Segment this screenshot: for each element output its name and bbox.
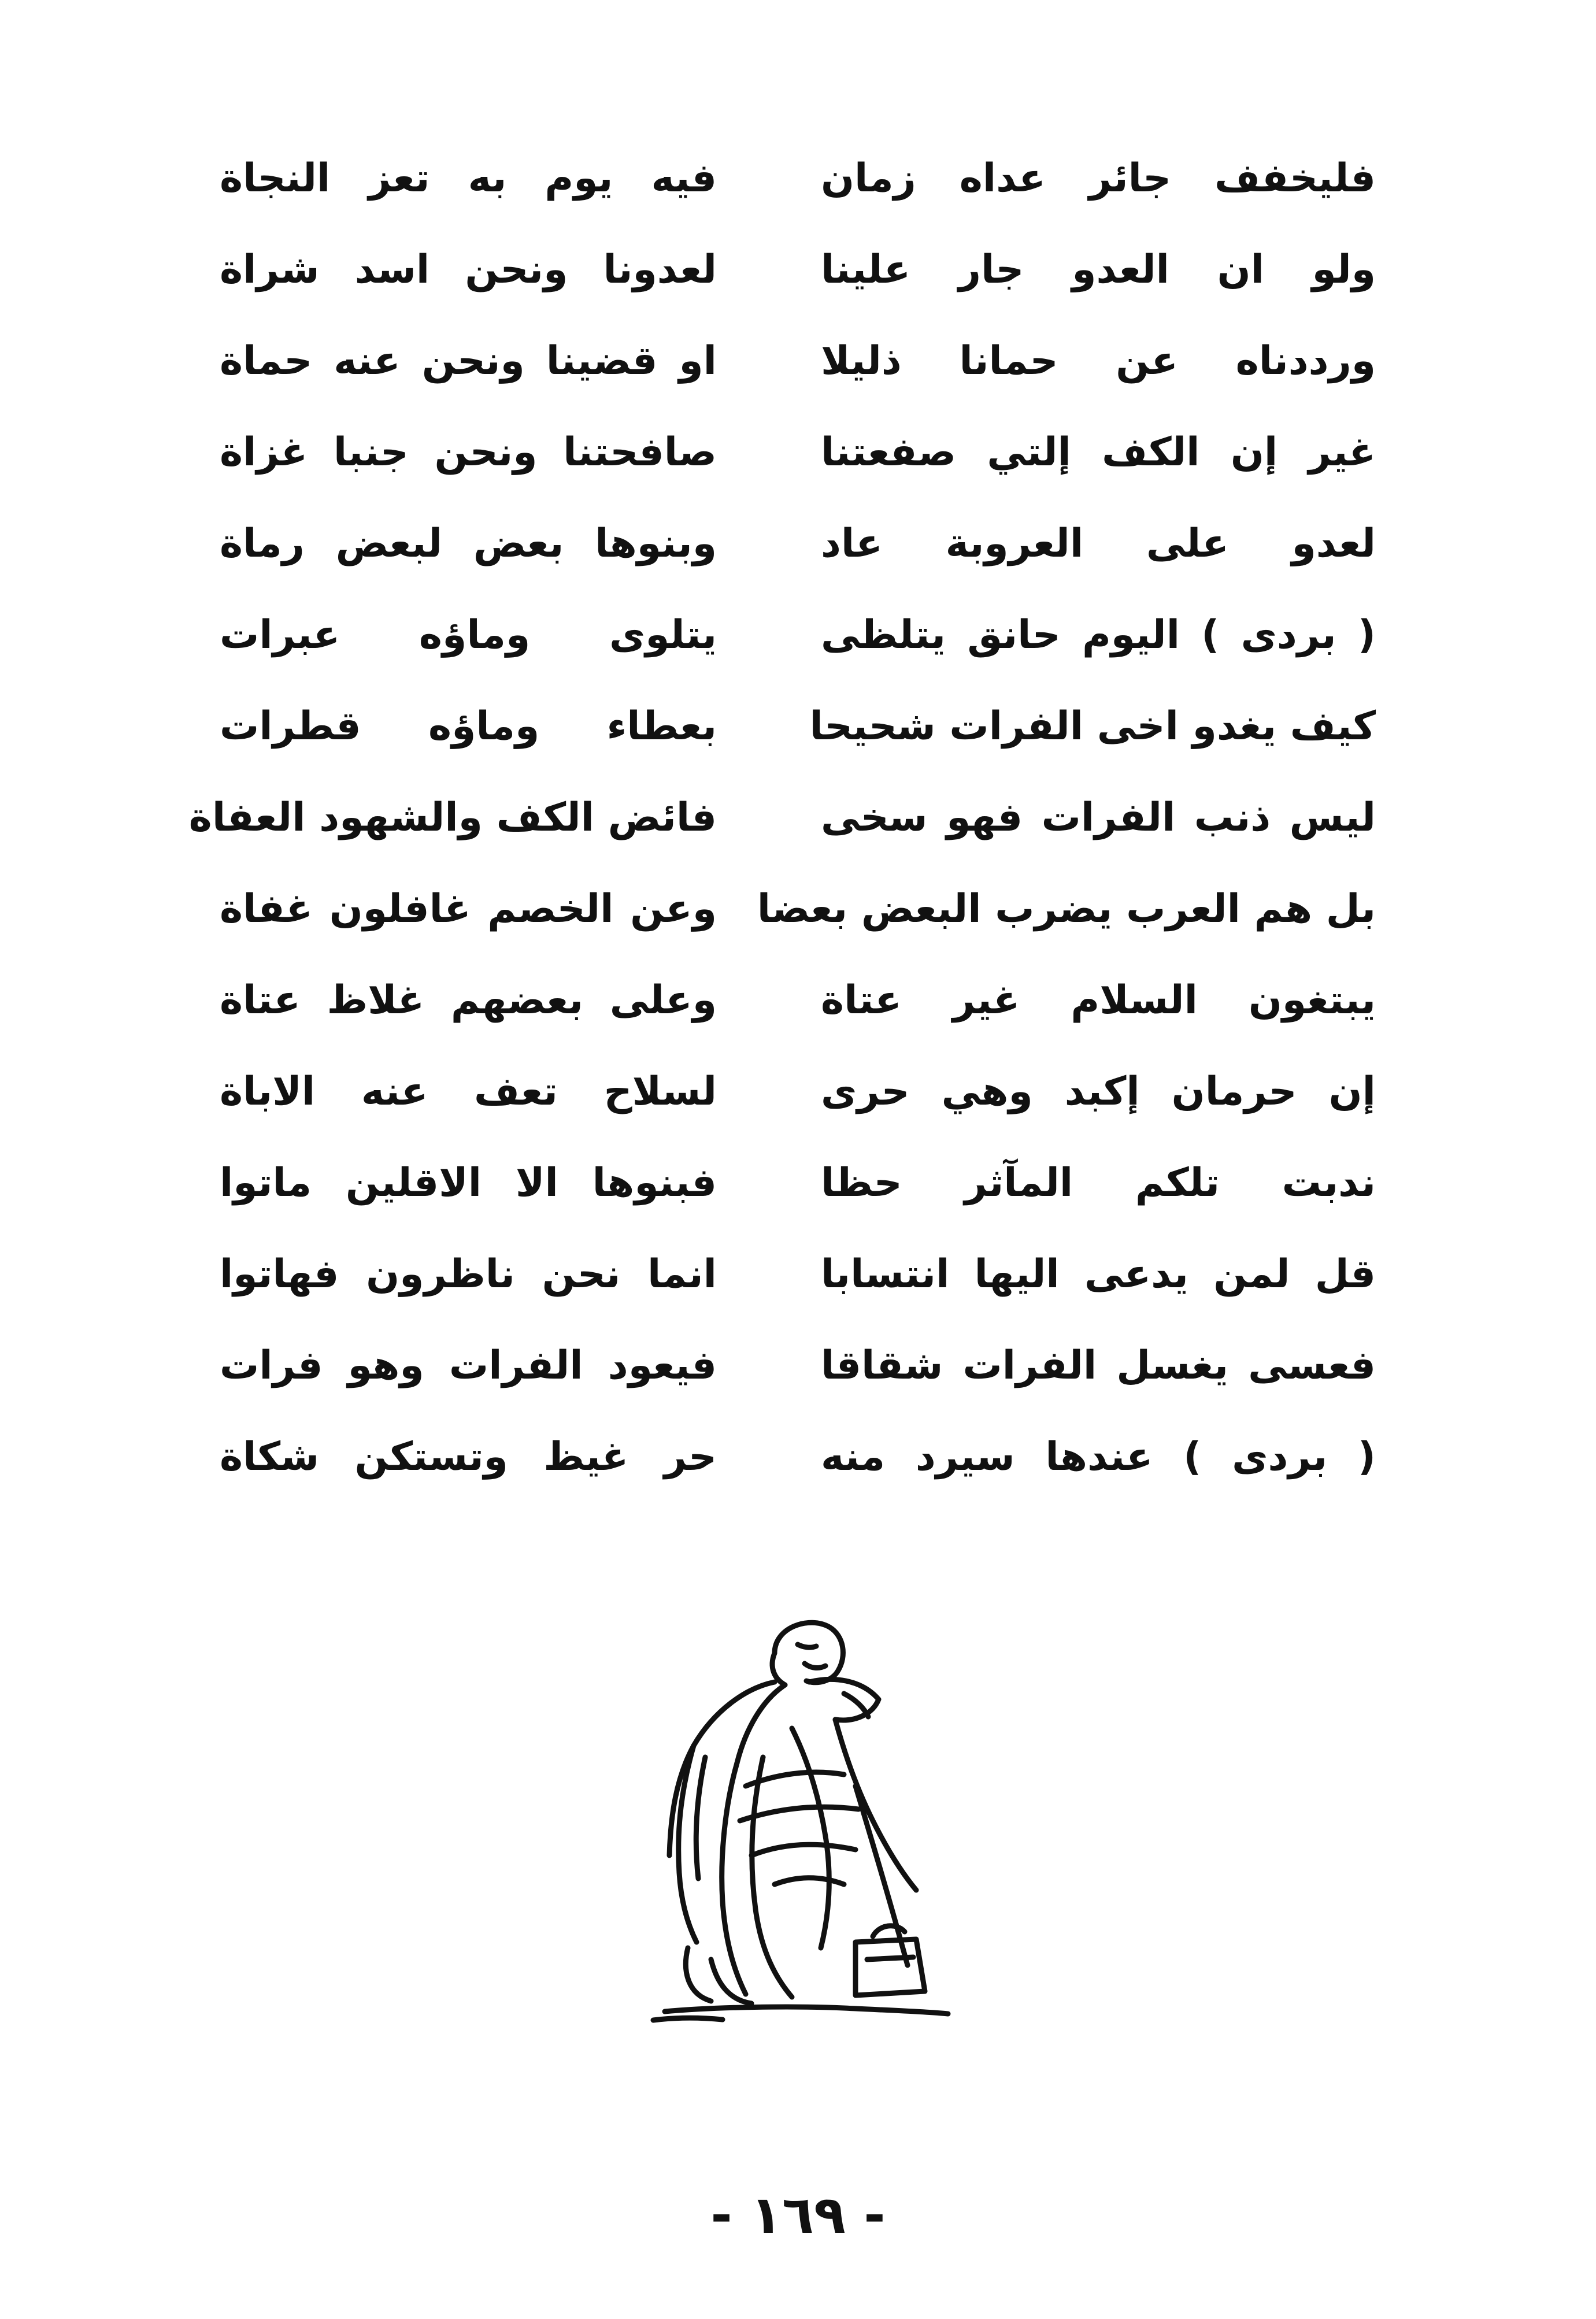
poem-verse xyxy=(220,1412,1376,1503)
verse-first-hemistich: ورددناه عن حمانا ذليلا xyxy=(821,338,1376,384)
verse-second-hemistich: انما نحن ناظرون فهاتوا xyxy=(220,1251,717,1297)
poem-verse xyxy=(220,316,1376,407)
page-number: - ١٦٩ - xyxy=(710,2185,886,2246)
verse-first-hemistich: بل هم العرب يضرب البعض بعضا xyxy=(757,886,1376,932)
poem-verse xyxy=(220,1320,1376,1412)
verse-second-hemistich: حر غيظ وتستكن شكاة xyxy=(220,1434,717,1480)
verse-second-hemistich: وبنوها بعض لبعض رماة xyxy=(220,521,717,566)
verse-first-hemistich: ( بردى ) عندها سيرد منه xyxy=(821,1434,1376,1480)
hunched-figure-sketch-icon xyxy=(601,1613,994,2040)
verse-first-hemistich: ليس ذنب الفرات فهو سخى xyxy=(821,795,1376,840)
poem-verse xyxy=(220,1046,1376,1138)
verse-second-hemistich: لعدونا ونحن اسد شراة xyxy=(220,247,717,292)
poem-verse xyxy=(220,864,1376,955)
poem-verse xyxy=(220,133,1376,224)
verse-first-hemistich: يبتغون السلام غير عتاة xyxy=(821,977,1376,1023)
verse-first-hemistich: إن حرمان إكبد وهي حرى xyxy=(821,1069,1376,1114)
verse-second-hemistich: فبنوها الا الاقلين ماتوا xyxy=(220,1160,717,1206)
poem-verse xyxy=(220,407,1376,498)
poem-body xyxy=(188,133,1376,1503)
poem-verse xyxy=(220,224,1376,316)
verse-second-hemistich: فيه يوم به تعز النجاة xyxy=(220,155,717,201)
verse-second-hemistich: وعلى بعضهم غلاظ عتاة xyxy=(220,977,717,1023)
verse-first-hemistich: لعدو على العروبة عاد xyxy=(821,521,1376,566)
verse-second-hemistich: او قضينا ونحن عنه حماة xyxy=(220,338,717,384)
poem-verse xyxy=(220,1229,1376,1320)
verse-first-hemistich: كيف يغدو اخى الفرات شحيحا xyxy=(809,703,1376,749)
verse-second-hemistich: فيعود الفرات وهو فرات xyxy=(220,1343,717,1388)
verse-first-hemistich: ندبت تلكم المآثر حظا xyxy=(821,1160,1376,1206)
verse-second-hemistich: بعطاء وماؤه قطرات xyxy=(220,703,717,749)
verse-first-hemistich: غير إن الكف إلتي صفعتنا xyxy=(821,429,1376,475)
verse-second-hemistich: لسلاح تعف عنه الاباة xyxy=(220,1069,717,1114)
poem-verse xyxy=(220,498,1376,590)
verse-first-hemistich: قل لمن يدعى اليها انتسابا xyxy=(821,1251,1376,1297)
verse-first-hemistich: ولو ان العدو جار علينا xyxy=(821,247,1376,292)
poem-verse xyxy=(188,772,1376,864)
verse-second-hemistich: فائض الكف والشهود العفاة xyxy=(188,795,717,840)
verse-first-hemistich: ( بردى ) اليوم حانق يتلظى xyxy=(821,612,1376,658)
verse-second-hemistich: يتلوى وماؤه عبرات xyxy=(220,612,717,658)
verse-second-hemistich: وعن الخصم غافلون غفاة xyxy=(220,886,717,932)
verse-first-hemistich: فعسى يغسل الفرات شقاقا xyxy=(821,1343,1376,1388)
verse-first-hemistich: فليخفف جائر عداه زمان xyxy=(821,155,1376,201)
verse-second-hemistich: صافحتنا ونحن جنبا غزاة xyxy=(220,429,717,475)
poem-verse xyxy=(220,681,1376,772)
poem-verse xyxy=(220,955,1376,1046)
poem-verse xyxy=(220,1138,1376,1229)
poem-verse xyxy=(220,590,1376,681)
